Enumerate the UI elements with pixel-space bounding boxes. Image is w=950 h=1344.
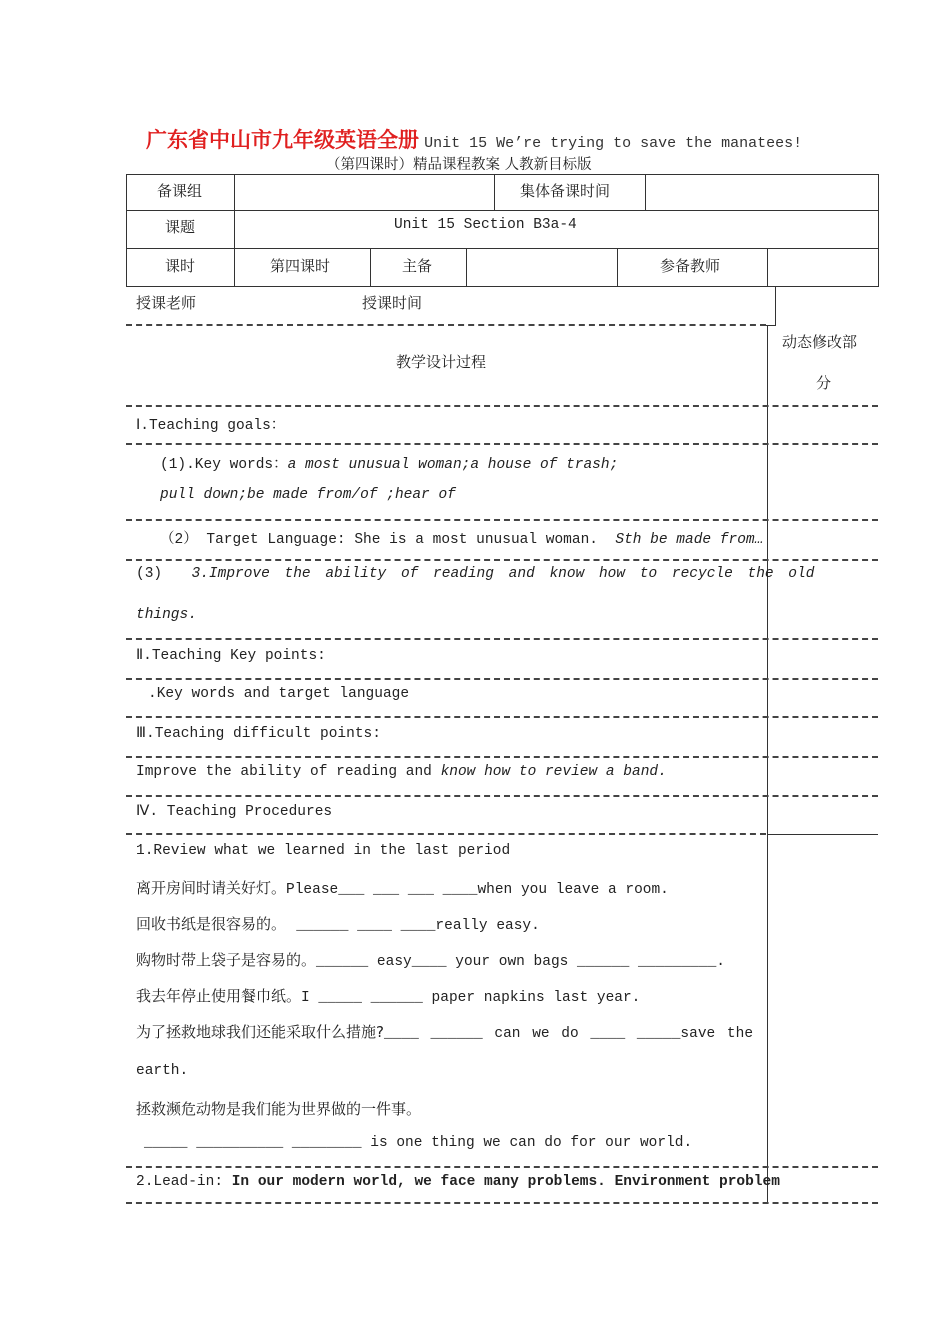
subtitle: （第四课时）精品课程教案 人教新目标版 xyxy=(326,157,592,173)
leadin-label: 2.Lead-in: xyxy=(136,1174,224,1190)
design-heading: 教学设计过程 xyxy=(396,353,487,371)
page-title xyxy=(146,124,802,154)
q3-en: ______ easy____ your own bags ______ _________. xyxy=(316,954,725,970)
difficult-italic: know how to review a band. xyxy=(440,764,667,780)
goal-3-italic: 3.Improve the ability of reading and know how to recycle the old xyxy=(191,566,815,582)
goal-3 xyxy=(136,566,814,582)
question-3 xyxy=(136,949,725,970)
q3-cn: 购物时带上袋子是容易的。 xyxy=(136,951,317,969)
teach-time-label: 授课时间 xyxy=(362,294,423,312)
q1-cn: 离开房间时请关好灯。 xyxy=(136,879,287,897)
group-time-label: 集体备课时间 xyxy=(520,182,611,200)
review-line: 1.Review what we learned in the last period xyxy=(136,843,511,859)
co-teachers-label: 参备教师 xyxy=(660,257,721,275)
q5-cn: 为了拯救地球我们还能采取什么措施? xyxy=(136,1023,384,1041)
side-note-1: 动态修改部 xyxy=(782,333,858,351)
teacher-label: 授课老师 xyxy=(136,294,197,312)
q4-en: I _____ ______ paper napkins last year. xyxy=(301,990,641,1006)
topic-label: 课题 xyxy=(165,218,196,236)
topic-value: Unit 15 Section B3a-4 xyxy=(394,217,577,233)
q4-cn: 我去年停止使用餐巾纸。 xyxy=(136,987,302,1005)
side-note-2: 分 xyxy=(816,374,832,392)
question-2 xyxy=(136,913,540,934)
goal-1-words: a most unusual woman;a house of trash; xyxy=(287,457,619,473)
period-label: 课时 xyxy=(165,257,196,275)
lead-label: 主备 xyxy=(402,257,433,275)
difficult-plain: Improve the ability of reading and xyxy=(136,764,432,780)
goal-3-prefix: (3) xyxy=(136,566,163,582)
procedures-title: Ⅳ. Teaching Procedures xyxy=(136,804,333,820)
goal-2-prefix: （2） Target Language: She is a most unusual woman. xyxy=(160,532,598,548)
leadin-bold: In our modern world, we face many problems. Environment problem xyxy=(231,1174,780,1190)
difficult-title: Ⅲ.Teaching difficult points: xyxy=(136,726,381,742)
difficult-text xyxy=(136,764,667,780)
goals-title: Ⅰ.Teaching goals： xyxy=(136,418,286,434)
separator xyxy=(126,324,766,326)
goal-1-prefix: (1).Key words： xyxy=(160,457,288,473)
goal-2-italic: Sth be made from… xyxy=(615,532,764,548)
question-4 xyxy=(136,985,640,1006)
key-points-text: .Key words and target language xyxy=(148,686,410,702)
question-5 xyxy=(136,1021,753,1042)
period-value: 第四课时 xyxy=(270,257,331,275)
q5-en: ____ ______ can we do ____ _____save the xyxy=(383,1026,754,1042)
q1-en: Please___ ___ ___ ____when you leave a room. xyxy=(286,882,669,898)
leadin-line xyxy=(136,1174,780,1190)
goal-1 xyxy=(160,452,618,473)
title-english: Unit 15 We’re trying to save the manatees! xyxy=(424,135,803,152)
title-red: 广东省中山市九年级英语全册 xyxy=(146,128,419,152)
q6-cn: 拯救濒危动物是我们能为世界做的一件事。 xyxy=(136,1100,422,1118)
q2-en: ______ ____ ____really easy. xyxy=(296,918,540,934)
goal-2 xyxy=(160,527,763,548)
q6-en: _____ __________ ________ is one thing we can do for our world. xyxy=(144,1135,693,1151)
question-5-cont: earth. xyxy=(136,1063,189,1079)
goal-3-cont: things. xyxy=(136,607,197,623)
q2-cn: 回收书纸是很容易的。 xyxy=(136,915,287,933)
prep-group-label: 备课组 xyxy=(157,182,203,200)
goal-1-words-cont: pull down;be made from/of ;hear of xyxy=(160,487,456,503)
key-points-title: Ⅱ.Teaching Key points: xyxy=(136,648,326,664)
question-1 xyxy=(136,877,669,898)
